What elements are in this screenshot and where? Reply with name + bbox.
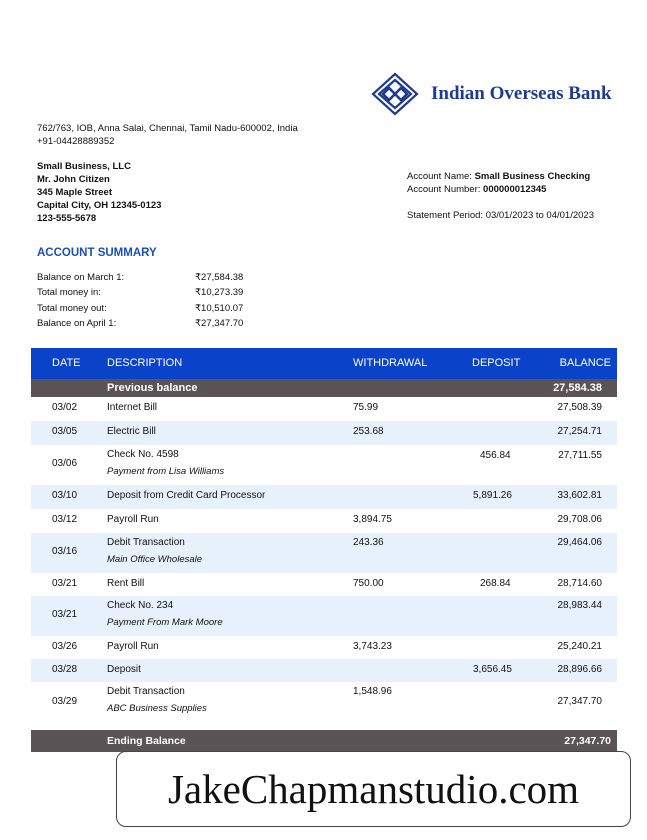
account-number-value: 000000012345 — [483, 184, 547, 195]
account-number-label: Account Number: — [407, 184, 481, 195]
customer-name: Mr. John Citizen — [37, 174, 110, 185]
row-deposit: 5,891.26 — [473, 490, 512, 501]
row-description: Electric Bill — [107, 426, 156, 437]
row-description: Check No. 234 — [107, 600, 174, 611]
table-spacer — [31, 723, 617, 730]
summary-label: Total money in: — [37, 287, 101, 299]
account-number-line — [407, 183, 594, 196]
row-description: Rent Bill — [107, 578, 145, 589]
summary-label: Balance on April 1: — [37, 317, 117, 329]
row-description: Debit Transaction — [107, 686, 185, 697]
table-row — [31, 397, 617, 421]
header-balance: BALANCE — [559, 357, 611, 369]
statement-period-line — [407, 209, 594, 222]
row-sub-description: ABC Business Supplies — [107, 703, 207, 714]
row-date: 03/16 — [52, 546, 78, 557]
bank-logo — [371, 72, 616, 116]
summary-label: Total money out: — [37, 302, 107, 314]
customer-street: 345 Maple Street — [37, 187, 112, 198]
row-balance: 27,508.39 — [557, 402, 602, 413]
table-row — [31, 485, 617, 509]
row-date: 03/10 — [52, 490, 78, 501]
row-withdrawal: 243.36 — [353, 537, 384, 548]
row-balance: 33,602.81 — [557, 490, 602, 501]
account-summary — [37, 272, 243, 333]
row-deposit: 268.84 — [480, 578, 511, 589]
table-row — [31, 533, 617, 573]
table-row — [31, 596, 617, 636]
row-date: 03/29 — [52, 696, 78, 707]
bank-address-line: 762/763, IOB, Anna Salai, Chennai, Tamil Nadu-600002, India — [37, 123, 298, 134]
row-date: 03/21 — [52, 578, 78, 589]
ending-balance-label: Ending Balance — [107, 735, 186, 747]
summary-value: ₹10,510.07 — [195, 302, 244, 314]
bank-address — [37, 122, 298, 148]
row-date: 03/26 — [52, 641, 78, 652]
row-deposit: 456.84 — [480, 450, 511, 461]
row-description: Debit Transaction — [107, 537, 185, 548]
customer-address — [37, 160, 161, 225]
row-balance: 25,240.21 — [557, 641, 602, 652]
summary-value: ₹10,273.39 — [195, 287, 244, 299]
watermark-box — [116, 751, 631, 827]
account-name-label: Account Name: — [407, 171, 472, 182]
ending-balance-value: 27,347.70 — [564, 735, 611, 747]
bank-phone: +91-04428889352 — [37, 136, 115, 147]
account-summary-title: ACCOUNT SUMMARY — [37, 247, 157, 259]
transactions-table — [31, 348, 617, 752]
row-date: 03/21 — [52, 609, 78, 620]
row-withdrawal: 750.00 — [353, 578, 384, 589]
customer-business: Small Business, LLC — [37, 161, 131, 172]
account-name-line — [407, 170, 594, 183]
row-withdrawal: 1,548.96 — [353, 686, 392, 697]
row-balance: 29,708.06 — [557, 514, 602, 525]
row-balance: 27,347.70 — [557, 696, 602, 707]
previous-balance-row — [31, 379, 617, 397]
table-row — [31, 445, 617, 485]
statement-period-value: 03/01/2023 to 04/01/2023 — [485, 210, 594, 221]
row-date: 03/06 — [52, 458, 78, 469]
table-row — [31, 682, 617, 723]
header-description: DESCRIPTION — [107, 357, 183, 369]
summary-value: ₹27,584.38 — [195, 272, 244, 283]
row-balance: 27,254.71 — [557, 426, 602, 437]
row-sub-description: Payment From Mark Moore — [107, 617, 223, 628]
row-deposit: 3,656.45 — [473, 664, 512, 675]
summary-row — [37, 318, 243, 333]
customer-phone: 123-555-5678 — [37, 213, 97, 224]
row-date: 03/02 — [52, 402, 78, 413]
table-row — [31, 573, 617, 596]
row-balance: 28,983.44 — [557, 600, 602, 611]
summary-value: ₹27,347.70 — [195, 317, 244, 329]
table-row — [31, 659, 617, 682]
summary-row — [37, 272, 243, 287]
previous-balance-label: Previous balance — [107, 382, 198, 394]
customer-city: Capital City, OH 12345-0123 — [37, 200, 162, 211]
row-sub-description: Payment from Lisa Williams — [107, 466, 225, 477]
table-header — [31, 348, 617, 379]
row-sub-description: Main Office Wholesale — [107, 554, 203, 565]
row-withdrawal: 3,743.23 — [353, 641, 392, 652]
row-balance: 27,711.55 — [558, 450, 602, 461]
header-deposit: DEPOSIT — [472, 357, 521, 369]
previous-balance-value: 27,584.38 — [553, 382, 602, 394]
row-description: Payroll Run — [107, 641, 159, 652]
ending-balance-row — [31, 730, 617, 752]
row-description: Internet Bill — [107, 402, 158, 413]
header-withdrawal: WITHDRAWAL — [353, 357, 428, 369]
header-date: DATE — [52, 357, 81, 369]
row-withdrawal: 75.99 — [353, 402, 379, 413]
table-row — [31, 636, 617, 659]
table-row — [31, 421, 617, 445]
watermark-text: JakeChapmanstudio.com — [167, 766, 580, 812]
summary-row — [37, 303, 243, 318]
row-withdrawal: 3,894.75 — [353, 514, 392, 525]
table-row — [31, 509, 617, 533]
row-balance: 29,464.06 — [557, 537, 602, 548]
summary-label: Balance on March 1: — [37, 272, 125, 283]
row-description: Payroll Run — [107, 514, 159, 525]
row-date: 03/28 — [52, 664, 78, 675]
row-date: 03/12 — [52, 514, 78, 525]
row-withdrawal: 253.68 — [353, 426, 384, 437]
row-balance: 28,714.60 — [557, 578, 602, 589]
iob-logo-icon — [371, 72, 419, 116]
bank-name: Indian Overseas Bank — [431, 83, 612, 104]
summary-row — [37, 287, 243, 302]
row-description: Deposit — [107, 664, 141, 675]
statement-period-label: Statement Period: — [407, 210, 484, 221]
account-name-value: Small Business Checking — [474, 171, 591, 182]
row-date: 03/05 — [52, 426, 78, 437]
row-balance: 28,896.66 — [557, 664, 602, 675]
row-description: Check No. 4598 — [107, 449, 179, 460]
account-info — [407, 170, 594, 222]
row-description: Deposit from Credit Card Processor — [107, 490, 266, 501]
